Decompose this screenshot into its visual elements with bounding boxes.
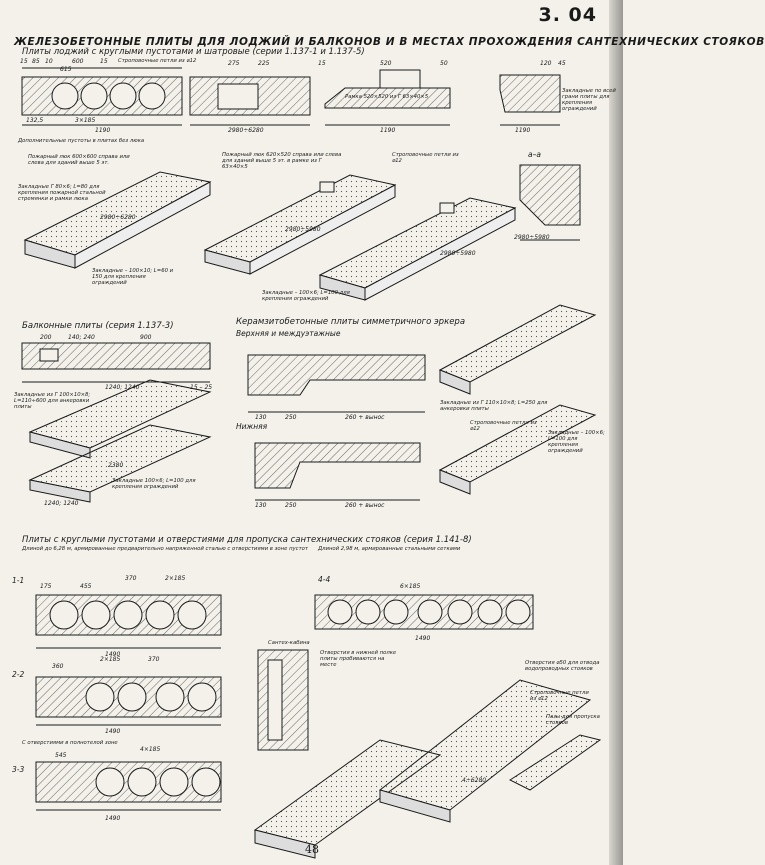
page-number: 48 <box>305 843 319 856</box>
ceramsite-lower-section <box>255 443 420 500</box>
loggia-length-range: 2980÷6280 <box>228 127 264 134</box>
ceramsite-dim-130b: 130 <box>255 502 267 509</box>
loggia-frame-label: Рамка 520×520 из Г 63×40×5 <box>345 94 429 100</box>
sanitary-range: 4÷6280 <box>462 777 487 784</box>
section-2-2 <box>36 677 221 725</box>
balcony-length: 2380 <box>108 462 124 469</box>
sanitary-string-note: Строповочные петли из ⌀12 <box>530 690 589 702</box>
loggia-embed-note3: Закладные – 100×6; L=100 для крепления ограждений <box>262 290 350 302</box>
ceramsite-upper-label: Верхняя и междуэтажные <box>236 329 341 338</box>
s11-dim-370: 370 <box>125 575 137 582</box>
section-aa-label: а–а <box>528 150 541 159</box>
loggia-hatch-note2: Пожарный люк 620×520 справа или слева для зданий выше 5 эт. в рамке из Г 63×40×5 <box>222 152 342 170</box>
s22-length: 1490 <box>105 728 121 735</box>
cabin-label: Сантех-кабина <box>268 640 310 646</box>
loggia-dim-85: 85 <box>32 58 40 65</box>
loggia-heading: Плиты лоджий с круглыми пустотами и шатровые (серии 1.137-1 и 1.137-5) <box>22 47 365 57</box>
balcony-dim-900: 900 <box>140 334 152 341</box>
loggia-string-label: Строповочные петли из ⌀12 <box>118 58 197 64</box>
balcony-bottom-dim: 1240; 1240 <box>44 500 79 507</box>
ceramsite-lower-label: Нижняя <box>236 422 268 431</box>
ceramsite-dim-extb: 260 + вынос <box>345 502 385 509</box>
sanitary-hole-note2: Отверстия в нижней полке плиты пробиваются на месте <box>320 650 397 668</box>
sheet-code: 3. 04 <box>538 4 597 26</box>
s11-dim-2x185: 2×185 <box>165 575 186 582</box>
loggia-tent-section <box>190 77 310 125</box>
loggia-string-note2: Строповочные петли из ⌀12 <box>392 152 459 164</box>
loggia-dim-15b: 15 <box>100 58 108 65</box>
balcony-dim-200: 200 <box>40 334 52 341</box>
loggia-embed-note1: Закладные Г 80×6; L=80 для крепления пожарной стальной стремянки и рамки люка <box>18 184 106 202</box>
balcony-dim-15-25: 15 – 25 <box>190 384 213 391</box>
loggia-dim-520: 520 <box>380 60 392 67</box>
loggia-hatch-note: Пожарный люк 600×600 справа или слева для зданий выше 5 эт. <box>28 154 130 166</box>
s44-length: 1490 <box>415 635 431 642</box>
loggia-dim-225: 225 <box>258 60 270 67</box>
ceramsite-dim-ext: 260 + вынос <box>345 414 385 421</box>
s22-dim-360: 360 <box>52 663 64 670</box>
loggia-hollow-section <box>22 68 182 125</box>
ceramsite-embed-note: Закладные из Г 110×10×8; L=250 для анкеровки плиты <box>440 400 548 412</box>
section-3-3 <box>36 762 221 810</box>
sanitary-field-note: Пазы для пропуска стояков <box>546 714 600 726</box>
s33-dim-545: 545 <box>55 752 67 759</box>
ceramsite-heading: Керамзитобетонные плиты симметричного эркера <box>236 317 466 327</box>
loggia-dim-132: 132,5 <box>26 117 44 124</box>
ceramsite-dim-130: 130 <box>255 414 267 421</box>
section-1-1-label: 1-1 <box>12 576 25 585</box>
loggia-section-aa <box>520 165 580 240</box>
loggia-dim-275: 275 <box>228 60 240 67</box>
section-aa-range: 2980÷5980 <box>514 234 550 241</box>
loggia-dim-50: 50 <box>440 60 448 67</box>
section-2-2-label: 2-2 <box>12 670 25 679</box>
sanitary-heading: Плиты с круглыми пустотами и отверстиями для пропуска сантехнических стояков (серия 1.141-8) <box>22 535 472 545</box>
page-title: ЖЕЛЕЗОБЕТОННЫЕ ПЛИТЫ ДЛЯ ЛОДЖИЙ И БАЛКОНОВ И В МЕСТАХ ПРОХОЖДЕНИЯ САНТЕХНИЧЕСКИХ СТОЯКОВ <box>14 36 765 48</box>
ceramsite-string-note: Строповочные петли из ⌀12 <box>470 420 537 432</box>
sanitary-note-left: Длиной до 6,28 м, армированные предварительно напряженной сталью с отверстиями в зоне пустот <box>22 546 308 552</box>
loggia-length-1190c: 1190 <box>515 127 531 134</box>
ceramsite-upper-section <box>248 355 425 412</box>
sanitary-note-right: Длиной 2,98 м, армированные стальными сетками <box>318 546 461 552</box>
loggia-dim-3x185: 3×185 <box>75 117 96 124</box>
s11-dim-175: 175 <box>40 583 52 590</box>
loggia-dim-10: 10 <box>45 58 53 65</box>
s44-dim-6x185: 6×185 <box>400 583 421 590</box>
balcony-embed-note2: Закладные 100×6; L=100 для крепления ограждений <box>112 478 196 490</box>
sanitary-hole-note: С отверстиями в полнотелой зоне <box>22 740 118 746</box>
s22-dim-370: 370 <box>148 656 160 663</box>
section-1-1 <box>36 595 221 648</box>
balcony-dim-140: 140; 240 <box>68 334 95 341</box>
loggia-edge-note: Закладные по всей грани плиты для крепления ограждений <box>562 88 616 112</box>
loggia-length-1190: 1190 <box>95 127 111 134</box>
s33-length: 1490 <box>105 815 121 822</box>
section-4-4-label: 4-4 <box>318 575 331 584</box>
loggia-dim-15: 15 <box>20 58 28 65</box>
loggia-dim-45: 45 <box>558 60 566 67</box>
loggia-embed-note2: Закладные – 100×10; L=60 и 150 для крепления ограждений <box>92 268 174 286</box>
sanitary-hole-note3: Отверстия ⌀50 для отвода водопроводных стояков <box>525 660 600 672</box>
balcony-heading: Балконные плиты (серия 1.137-3) <box>22 321 174 331</box>
loggia-range-2: 2980÷5980 <box>285 226 321 233</box>
balcony-embed-note: Закладные из Г 100×10×8; L=110÷600 для анкеровки плиты <box>14 392 91 410</box>
loggia-range-1: 2980÷6280 <box>100 214 136 221</box>
s11-length: 1490 <box>105 651 121 658</box>
section-3-3-label: 3-3 <box>12 765 25 774</box>
loggia-length-1190b: 1190 <box>380 127 396 134</box>
loggia-range-3: 2980÷5980 <box>440 250 476 257</box>
loggia-dim-15c: 15 <box>318 60 326 67</box>
s33-dim-4x185: 4×185 <box>140 746 161 753</box>
loggia-dim-120: 120 <box>540 60 552 67</box>
loggia-edge-section <box>500 75 560 125</box>
ceramsite-dim-250: 250 <box>285 414 297 421</box>
sanitary-cabin-detail <box>258 650 308 750</box>
section-4-4 <box>315 595 533 629</box>
s22-dim-2x185: 2×185 <box>100 656 121 663</box>
ceramsite-embed-note2: Закладные – 100×6; L=100 для крепления ограждений <box>548 430 605 454</box>
loggia-holes-note: Дополнительные пустоты в плитах без люка <box>18 138 145 144</box>
loggia-dim-600: 600 <box>72 58 84 65</box>
loggia-dim-615: 615 <box>60 66 72 73</box>
balcony-section <box>22 343 210 382</box>
ceramsite-dim-250b: 250 <box>285 502 297 509</box>
balcony-dim-1240: 1240; 1240 <box>105 384 140 391</box>
s11-dim-455: 455 <box>80 583 92 590</box>
